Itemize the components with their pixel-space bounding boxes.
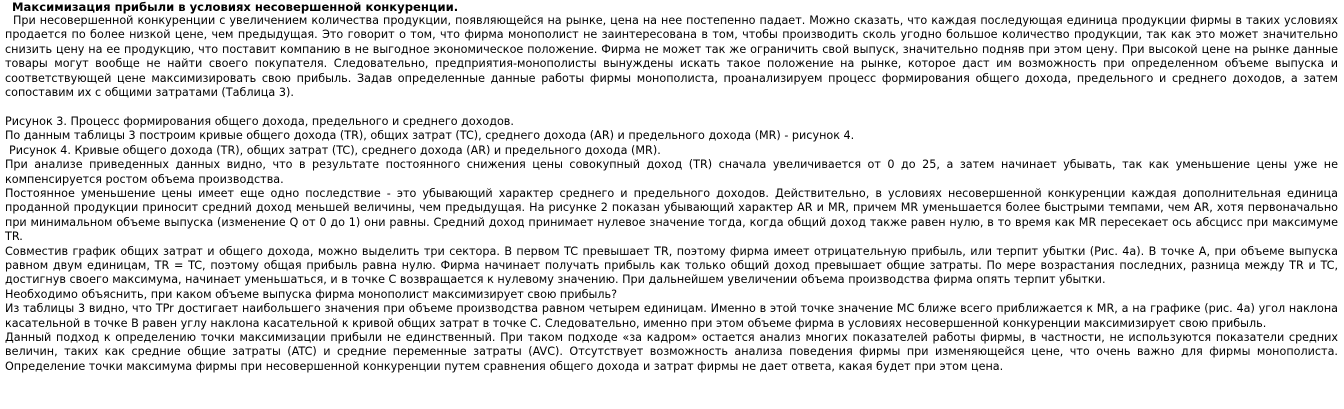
- paragraph-table-3-conclusion: Из таблицы 3 видно, что TPr достигает наибольшего значения при объеме производства равном четырем единицам. Именно в этой точке значение MC ближе всего приближается к MR, а на графике (рис. 4а) угол наклона касательной в точке В равен углу наклона касательной к кривой общих затрат в точке С. Следовательно, именно при этом объеме фирма в условиях несовершенной конкуренции максимизирует свою прибыль.: [5, 302, 1338, 330]
- paragraph-intro: При несовершенной конкуренции с увеличением количества продукции, появляющейся на рынке, цена на нее постепенно падает. Можно сказать, что каждая последующая единица продукции фирмы в таких условиях продается по более низкой цене, чем предыдущая. Это говорит о том, что фирма монополист не заинтересована в том, чтобы производить сколь угодно большое количество продукции, так как это может значительно снизить цену на ее продукцию, что поставит компанию в не выгодное экономическое положение. Фирма не может так же ограничить свой выпуск, значительно подняв при этом цену. При высокой цене на рынке данные товары могут вообще не найти своего покупателя. Следовательно, предприятия-монополисты вынуждены искать такое положение на рынке, которое даст им возможность при определенном объеме выпуска и соответствующей цене максимизировать свою прибыль. Задав определенные данные работы фирмы монополиста, проанализируем процесс формирования общего дохода, предельного и среднего доходов, а затем сопоставим их с общими затратами (Таблица 3).: [5, 14, 1338, 100]
- paragraph-sectors: Совместив график общих затрат и общего дохода, можно выделить три сектора. В первом TC превышает TR, поэтому фирма имеет отрицательную прибыль, или терпит убытки (Рис. 4а). В точке А, при объеме выпуска равном двум единицам, TR = TC, поэтому общая прибыль равна нулю. Фирма начинает получать прибыль как только общий доход превышает общие затраты. По мере возрастания последних, разница между TR и TC, достигнув своего максимума, начинает уменьшаться, и в точке С возвращается к нулевому значению. При дальнейшем увеличении объема производства фирма опять терпит убытки.: [5, 244, 1338, 287]
- paragraph-analysis: При анализе приведенных данных видно, что в результате постоянного снижения цены совокупный доход (TR) сначала увеличивается от 0 до 25, а затем начинает убывать, так как уменьшение цены уже не компенсируется ростом объема производства.: [5, 158, 1338, 186]
- paragraph-question: Необходимо объяснить, при каком объеме выпуска фирма монополист максимизирует свою прибыль?: [5, 287, 618, 301]
- figure-4-caption: Рисунок 4. Кривые общего дохода (TR), общих затрат (TC), среднего дохода (AR) и предельного дохода (MR).: [9, 143, 661, 157]
- blank-line: [5, 100, 1338, 115]
- paragraph-table-3: По данным таблицы 3 построим кривые общего дохода (TR), общих затрат (TC), среднего дохода (AR) и предельного дохода (MR) - рисунок 4.: [5, 129, 855, 143]
- document-title: Максимизация прибыли в условиях несовершенной конкуренции.: [12, 0, 459, 14]
- paragraph-approach: Данный подход к определению точки максимизации прибыли не единственный. При таком подходе «за кадром» остается анализ многих показателей работы фирмы, в частности, не используются показатели средних величин, таких как средние общие затраты (ATC) и средние переменные затраты (AVC). Отсутствует возможность анализа поведения фирмы при изменяющейся цене, что очень важно для фирмы монополиста. Определение точки максимума фирмы при несовершенной конкуренции путем сравнения общего дохода и затрат фирмы не дает ответа, какая будет при этом цена.: [5, 331, 1338, 373]
- paragraph-price-decrease: Постоянное уменьшение цены имеет еще одно последствие - это убывающий характер среднего и предельного доходов. Действительно, в условиях несовершенной конкуренции каждая дополнительная единица проданной продукции приносит средний доход меньшей величины, чем предыдущая. На рисунке 2 показан убывающий характер AR и MR, причем MR уменьшается более быстрыми темпами, чем AR, хотя первоначально при минимальном объеме выпуска (изменение Q от 0 до 1) они равны. Средний доход принимает нулевое значение тогда, когда общий доход также равен нулю, в то время как MR пересекает ось абсцисс при максимуме TR.: [5, 186, 1338, 244]
- figure-3-caption: Рисунок 3. Процесс формирования общего дохода, предельного и среднего доходов.: [5, 114, 514, 128]
